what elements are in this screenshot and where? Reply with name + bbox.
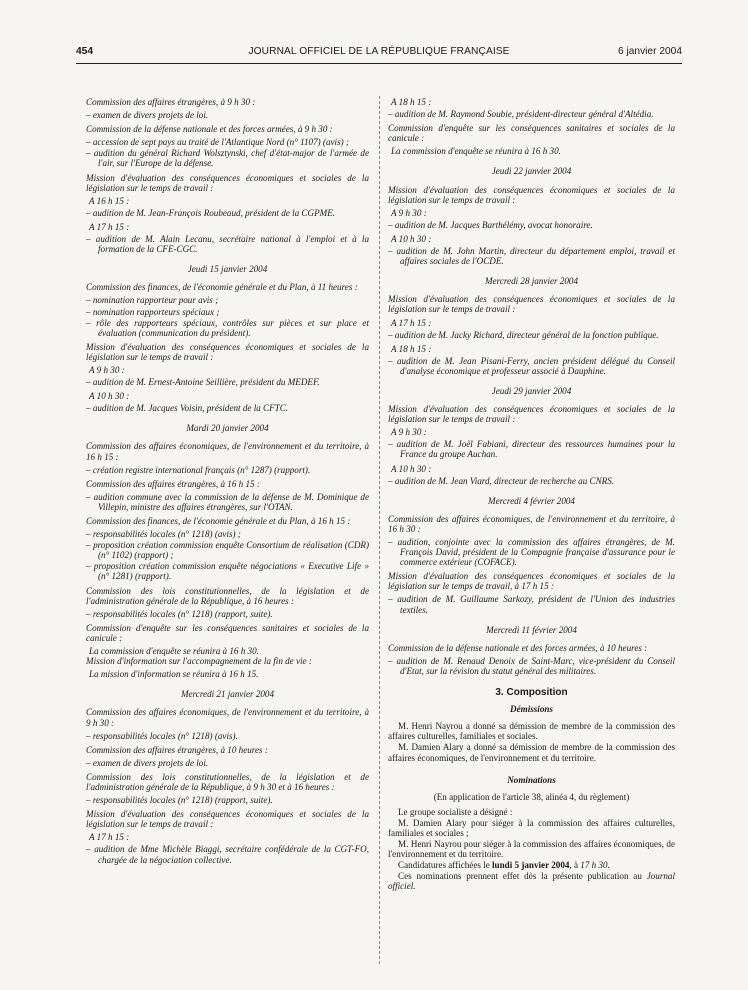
journal-title: JOURNAL OFFICIEL DE LA RÉPUBLIQUE FRANÇAISE [248, 46, 510, 57]
regulation-note: (En application de l'article 38, alinéa 4, du règlement) [433, 791, 630, 802]
agenda-item: – audition, conjointe avec la commission des affaires étrangères, de M. François David, président de la Compagnie française d'assurance pour le commerce extérieur (COFACE). [388, 537, 675, 568]
left-column [86, 97, 369, 869]
issue-date: 6 janvier 2004 [617, 46, 682, 57]
agenda-item: – proposition création commission enquête Consortium de réalisation (CDR) (n° 1102) (rapport) ; [86, 540, 369, 561]
time-slot: A 17 h 15 : [89, 221, 130, 232]
agenda-entry: Mission d'évaluation des conséquences économiques et sociales de la législation sur le temps de travail : [388, 294, 675, 315]
column-divider [379, 96, 380, 964]
time-slot: A 10 h 30 : [391, 233, 432, 244]
agenda-item: – audition de M. Jean Viard, directeur de recherche au CNRS. [388, 475, 615, 486]
date-heading: Mardi 20 janvier 2004 [186, 423, 269, 434]
italic-time: 17 h 30. [580, 860, 610, 871]
date-heading: Mercredi 11 février 2004 [486, 624, 577, 635]
agenda-item: – rôle des rapporteurs spéciaux, contrôles sur pièces et sur place et évaluation (communication du président). [86, 317, 369, 338]
date-heading: Jeudi 15 janvier 2004 [187, 264, 268, 275]
time-slot: A 17 h 15 : [89, 832, 130, 843]
date-heading: Mercredi 28 janvier 2004 [484, 276, 579, 287]
agenda-entry: Commission des finances, de l'économie générale et du Plan, à 16 h 15 : [86, 516, 351, 526]
agenda-item: – examen de divers projets de loi. [86, 110, 209, 121]
date-heading: Jeudi 22 janvier 2004 [491, 166, 572, 177]
agenda-entry: Commission des lois constitutionnelles, de la législation et de l'administration générale de la République, à 9 h 30 et à 16 heures : [86, 771, 369, 792]
section-title: 3. Composition [495, 687, 568, 699]
agenda-item: – audition de M. Jacky Richard, directeur général de la fonction publique. [388, 329, 659, 340]
body-paragraph: M. Henri Nayrou pour siéger à la commission des affaires économiques, de l'environnement et du territoire. [388, 839, 675, 860]
agenda-item: – audition de M. Jacques Barthélémy, avocat honoraire. [388, 219, 593, 230]
journal-name: Journal officiel. [388, 871, 675, 892]
subsection-title: Nominations [507, 774, 556, 785]
header-rule [76, 63, 682, 64]
time-slot: A 18 h 15 : [391, 343, 432, 354]
agenda-item: – nomination rapporteurs spéciaux ; [86, 306, 220, 317]
time-slot: A 17 h 15 : [391, 317, 432, 328]
subsection-title: Démissions [510, 704, 553, 715]
agenda-entry: Commission des lois constitutionnelles, de la législation et de l'administration générale de la République, à 16 heures : [86, 585, 369, 606]
time-slot: A 9 h 30 : [89, 364, 125, 375]
agenda-item: – audition de M. Jean Pisani-Ferry, ancien président délégué du Conseil d'analyse économique et professeur associé à Dauphine. [388, 355, 675, 376]
body-paragraph: Le groupe socialiste a désigné : [398, 806, 513, 817]
agenda-item: – audition de M. Jacques Voisin, président de la CFTC. [86, 403, 289, 414]
agenda-entry: Commission des affaires étrangères, à 16 h 15 : [86, 478, 260, 489]
agenda-item: – audition de M. Ernest-Antoine Seillière, président du MEDEF. [86, 377, 320, 388]
time-slot: A 10 h 30 : [391, 463, 432, 474]
body-paragraph: M. Damien Alary a donné sa démission de membre de la commission des affaires économiques, de l'environnement et du territoire. [388, 742, 675, 763]
agenda-item: – audition commune avec la commission de la défense de M. Dominique de Villepin, ministre des affaires étrangères, sur l'OTAN. [86, 491, 369, 512]
meeting-note: La mission d'information se réunira à 16 h 15. [89, 669, 259, 680]
agenda-entry: Mission d'évaluation des conséquences économiques et sociales de la législation sur le temps de travail : [86, 172, 369, 193]
agenda-item: – examen de divers projets de loi. [86, 757, 209, 768]
agenda-item: – proposition création commission enquête négociations « Executive Life » (n° 1281) (rapport). [86, 561, 369, 582]
agenda-entry: Mission d'évaluation des conséquences économiques et sociales de la législation sur le temps de travail, à 17 h 15 : [388, 571, 675, 592]
agenda-entry: Mission d'évaluation des conséquences économiques et sociales de la législation sur le temps de travail : [86, 341, 369, 362]
agenda-entry: Commission de la défense nationale et des forces armées, à 9 h 30 : [86, 124, 333, 135]
agenda-entry: Mission d'information sur l'accompagnement de la fin de vie : [86, 656, 312, 667]
agenda-entry: Commission des affaires économiques, de l'environnement et du territoire, à 16 h 30 : [388, 513, 675, 534]
agenda-item: – création registre international français (n° 1287) (rapport). [86, 464, 311, 475]
agenda-entry: Commission des affaires étrangères, à 10 heures : [86, 744, 268, 755]
time-slot: A 9 h 30 : [391, 427, 427, 438]
body-paragraph [388, 860, 675, 870]
time-slot: A 16 h 15 : [89, 195, 130, 206]
right-column [388, 97, 675, 893]
text-run: Candidatures affichées le [398, 860, 493, 871]
agenda-entry: Commission d'enquête sur les conséquences sanitaires et sociales de la canicule : [86, 622, 369, 643]
agenda-item: – audition de M. Renaud Denoix de Saint-Marc, vice-président du Conseil d'Etat, sur la révision du statut général des militaires. [388, 655, 675, 676]
agenda-entry: Mission d'évaluation des conséquences économiques et sociales de la législation sur le temps de travail : [388, 184, 675, 205]
text-run: , à [569, 860, 581, 871]
agenda-item: – responsabilités locales (n° 1218) (rapport, suite). [86, 795, 273, 806]
agenda-entry: Commission des affaires économiques, de l'environnement et du territoire, à 9 h 30 : [86, 707, 369, 728]
agenda-entry: Commission de la défense nationale et des forces armées, à 10 heures : [388, 642, 648, 653]
agenda-item: – accession de sept pays au traité de l'Atlantique Nord (n° 1107) (avis) ; [86, 137, 349, 148]
agenda-item: – audition du général Richard Wolsztynski, chef d'état-major de l'armée de l'air, sur l'Europe de la défense. [86, 148, 369, 169]
body-paragraph [388, 871, 675, 891]
time-slot: A 10 h 30 : [89, 391, 130, 402]
agenda-entry: Commission des affaires économiques, de l'environnement et du territoire, à 16 h 15 : [86, 441, 369, 462]
date-heading: Jeudi 29 janvier 2004 [491, 385, 572, 396]
agenda-entry: Mission d'évaluation des conséquences économiques et sociales de la législation sur le temps de travail : [86, 809, 369, 830]
text-run: Ces nominations prennent effet dès la présente publication au [398, 871, 647, 882]
body-paragraph: M. Henri Nayrou a donné sa démission de membre de la commission des affaires culturelles, familiales et sociales. [388, 721, 675, 742]
time-slot: A 9 h 30 : [391, 207, 427, 218]
agenda-item: – responsabilités locales (n° 1218) (rapport, suite). [86, 608, 273, 619]
agenda-item: – audition de M. John Martin, directeur du département emploi, travail et affaires sociales de l'OCDE. [388, 246, 675, 267]
body-paragraph: M. Damien Alary pour siéger à la commission des affaires culturelles, familiales et sociales ; [388, 817, 675, 838]
agenda-item: – responsabilités locales (n° 1218) (avis). [86, 730, 238, 741]
agenda-item: – nomination rapporteur pour avis ; [86, 295, 219, 306]
agenda-entry: Mission d'évaluation des conséquences économiques et sociales de la législation sur le temps de travail : [388, 404, 675, 425]
agenda-entry: Commission d'enquête sur les conséquences sanitaires et sociales de la canicule : [388, 123, 675, 144]
agenda-item: – audition de M. Joël Fabiani, directeur des ressources humaines pour la France du groupe Auchan. [388, 439, 675, 460]
agenda-item: – audition de M. Jean-François Roubeaud, président de la CGPME. [86, 207, 336, 218]
agenda-item: – audition de M. Guillaume Sarkozy, président de l'Union des industries textiles. [388, 594, 675, 615]
meeting-note: La commission d'enquête se réunira à 16 h 30. [391, 146, 561, 157]
time-slot: A 18 h 15 : [391, 97, 432, 107]
agenda-item: – audition de M. Alain Lecanu, secrétaire national à l'emploi et à la formation de la CFE-CGC. [86, 234, 369, 255]
date-heading: Mercredi 21 janvier 2004 [180, 689, 275, 700]
agenda-entry: Commission des finances, de l'économie générale et du Plan, à 11 heures : [86, 282, 358, 293]
bold-date: lundi 5 janvier 2004 [492, 860, 570, 871]
agenda-entry: Commission des affaires étrangères, à 9 h 30 : [86, 97, 256, 107]
meeting-note: La commission d'enquête se réunira à 16 h 30. [89, 646, 259, 657]
agenda-item: – audition de M. Raymond Soubie, président-directeur général d'Altédia. [388, 109, 654, 120]
agenda-item: – audition de Mme Michèle Biaggi, secrétaire confédérale de la CGT-FO, chargée de la négociation collective. [86, 844, 369, 865]
page-number: 454 [76, 46, 93, 57]
date-heading: Mercredi 4 février 2004 [488, 495, 575, 506]
page-header [76, 46, 682, 64]
agenda-item: – responsabilités locales (n° 1218) (avis) ; [86, 529, 241, 540]
